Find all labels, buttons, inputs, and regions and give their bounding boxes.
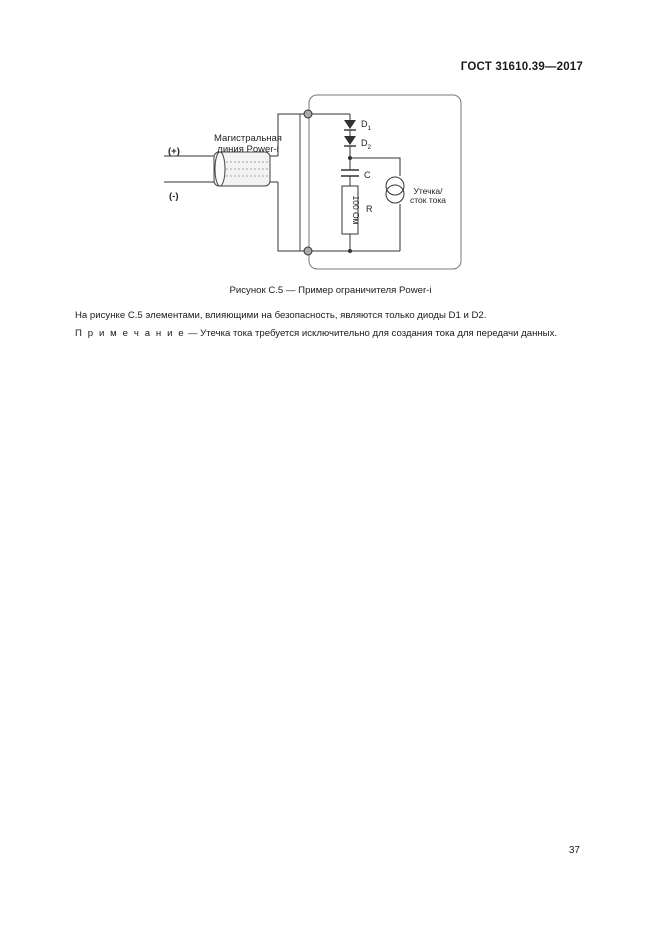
wire-bottom-bus-left [278,182,308,251]
resistor-value: 100 Ом [351,195,361,225]
d2-label: $D_2$ [361,138,372,151]
cable-end [215,152,225,186]
minus-terminal-label: (-) [169,191,179,202]
line-title-1: Магистральная [214,133,282,144]
document-header: ГОСТ 31610.39—2017 [460,61,583,73]
current-source-circle-2 [386,185,404,203]
current-source-circle-1 [386,177,404,195]
wire-source-top [350,158,400,176]
resistor-label: R [366,204,373,214]
diode-d2 [344,136,356,145]
note-paragraph [75,327,583,340]
circuit-figure [160,88,470,278]
capacitor-label: C [364,170,371,180]
leak-label-2: сток тока [409,195,447,205]
limiter-enclosure [309,95,461,269]
note-text: — Утечка тока требуется исключительно для создания тока для передачи данных. [185,328,558,339]
page-number: 37 [568,845,580,856]
body-paragraph: На рисунке С.5 элементами, влияющими на безопасность, являются только диоды D1 и D2. [75,310,487,321]
diode-d1 [344,120,356,129]
leak-label-1: Утечка/ [413,186,443,196]
terminal-bottom [304,247,312,255]
line-title-2: линия Power-i [217,144,279,155]
figure-caption: Рисунок С.5 — Пример ограничителя Power-i [229,285,432,296]
circuit-diagram [160,88,470,278]
note-prefix: П р и м е ч а н и е [75,328,186,339]
terminal-top [304,110,312,118]
d1-label: $D_1$ [361,119,372,132]
plus-terminal-label: (+) [168,146,180,157]
wire-top-bus-left [278,114,308,156]
